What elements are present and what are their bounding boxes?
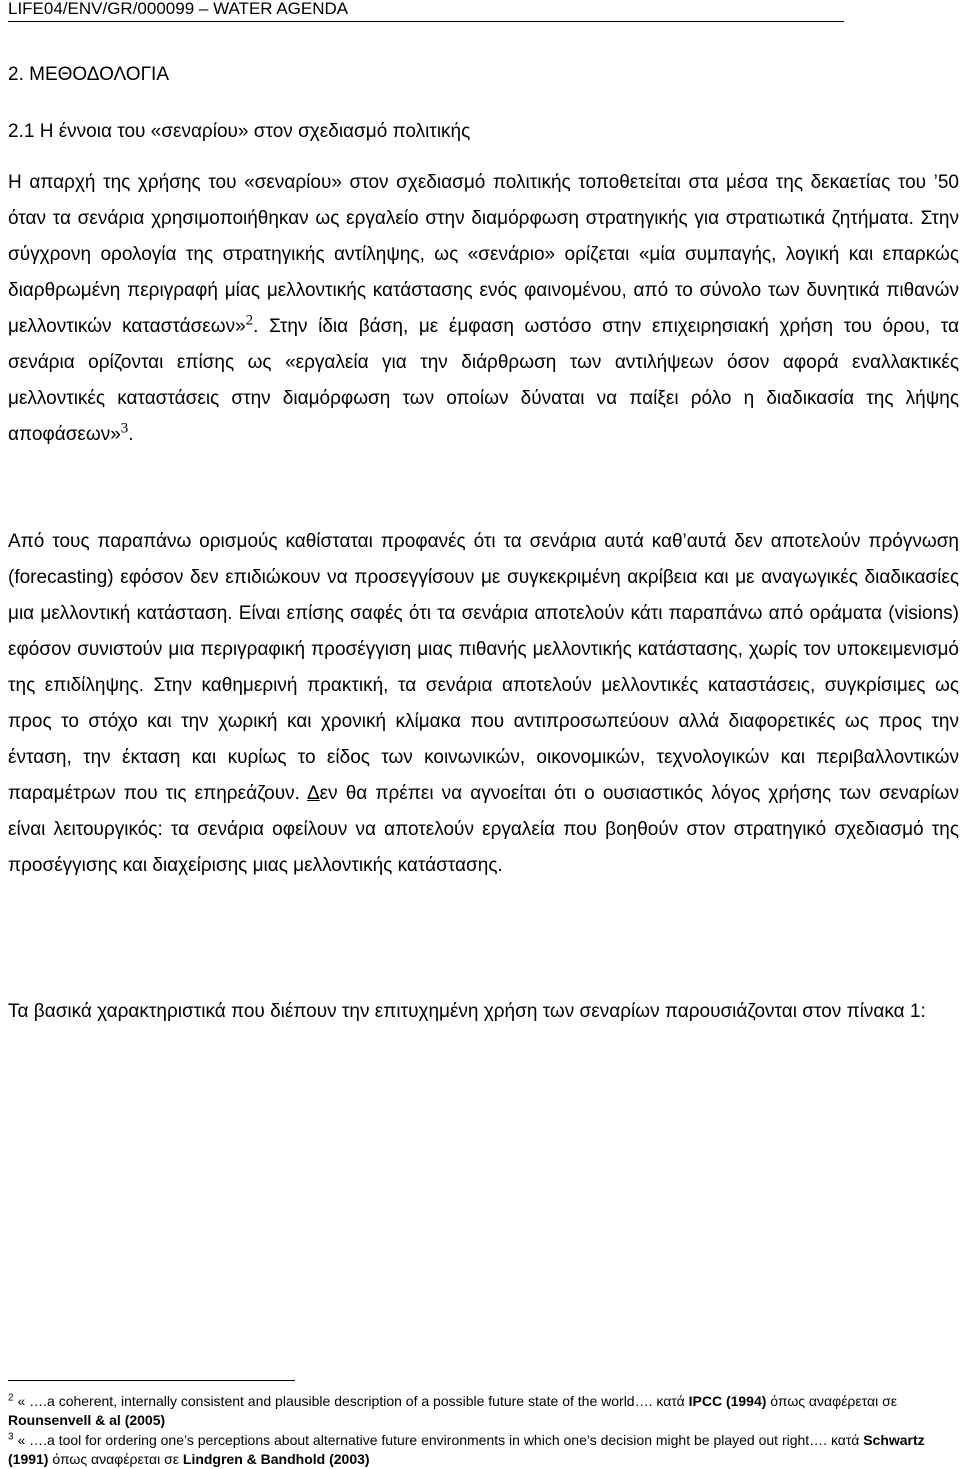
- subsection-title: 2.1 Η έννοια του «σεναρίου» στον σχεδιασμό πολιτικής: [8, 121, 471, 142]
- footnote-2-text-b: όπως αναφέρεται σε: [766, 1393, 897, 1409]
- paragraph-3-text: Τα βασικά χαρακτηριστικά που διέπουν την επιτυχημένη χρήση των σεναρίων παρουσιάζονται στον πίνακα 1:: [8, 1001, 926, 1022]
- footnote-2-text-a: « ….a coherent, internally consistent and plausible description of a possible future state of the world…. κατά: [13, 1393, 689, 1409]
- paragraph-2-underlined-letter: Δ: [306, 783, 320, 804]
- footnote-3-source-a: Schwartz (1991): [8, 1432, 925, 1467]
- paragraph-1-text-c: .: [128, 424, 134, 445]
- paragraph-2: [8, 524, 959, 884]
- paragraph-3: [8, 994, 959, 1030]
- paragraph-1: [8, 165, 959, 453]
- footnote-3-text-a: « ….a tool for ordering one’s perceptions about alternative future environments in which one’s decision might be played out right…. κατά: [13, 1432, 864, 1448]
- header-text: LIFE04/ENV/GR/000099 – WATER AGENDA: [8, 0, 349, 18]
- footnote-2: [8, 1392, 948, 1430]
- footnote-2-number: 2: [8, 1392, 14, 1404]
- footnote-2-source-a: IPCC (1994): [688, 1393, 767, 1409]
- footnote-ref-2[interactable]: 2: [245, 312, 254, 329]
- footnote-3-source-b: Lindgren & Bandhold (2003): [182, 1451, 370, 1467]
- paragraph-2-text-a: Από τους παραπάνω ορισμούς καθίσταται προφανές ότι τα σενάρια αυτά καθ’αυτά δεν αποτελούν πρόγνωση (forecasting) εφόσον δεν επιδιώκουν να προσεγγίσουν με συγκεκριμένη ακρίβεια και με αναγωγικές διαδικασίες μια μελλοντική κατάσταση. Είναι επίσης σαφές ότι τα σενάρια αποτελούν κάτι παραπάνω από οράματα (visions) εφόσον συνιστούν μια περιγραφική προσέγγιση μιας πιθανής μελλοντικής κατάστασης, χωρίς τον υποκειμενισμό της επιδίληψης. Στην καθημερινή πρακτική, τα σενάρια αποτελούν μελλοντικές καταστάσεις, συγκρίσιμες ως προς το στόχο και την χωρική και χρονική κλίμακα που αντιπροσωπεύουν αλλά διαφορετικές ως προς την ένταση, την έκταση και κυρίως το είδος των κοινωνικών, οικονομικών, τεχνολογικών και περιβαλλοντικών παραμέτρων που τις επηρεάζουν.: [8, 531, 959, 804]
- footnote-3-text-b: όπως αναφέρεται σε: [48, 1451, 183, 1467]
- page-header: [8, 0, 844, 22]
- paragraph-1-text-a: Η απαρχή της χρήσης του «σεναρίου» στον σχεδιασμό πολιτικής τοποθετείται στα μέσα της δεκαετίας του ’50 όταν τα σενάρια χρησιμοποιήθηκαν ως εργαλείο στην διαμόρφωση στρατηγικής για στρατιωτικά ζητήματα. Στην σύγχρονη ορολογία της στρατηγικής αντίληψης, ως «σενάριο» ορίζεται «μία συμπαγής, λογική και επαρκώς διαρθρωμένη περιγραφή μίας μελλοντικής κατάστασης ενός φαινομένου, από το σύνολο των δυνητικά πιθανών μελλοντικών καταστάσεων»: [8, 172, 959, 337]
- section-title: 2. ΜΕΘΟΔΟΛΟΓΙΑ: [8, 64, 169, 85]
- paragraph-2-text-b: εν θα πρέπει να αγνοείται ότι ο ουσιαστικός λόγος χρήσης των σεναρίων είναι λειτουργικός: τα σενάρια οφείλουν να αποτελούν εργαλεία που βοηθούν στον στρατηγικό σχεδιασμό της προσέγγισης και διαχείρισης μιας μελλοντικής κατάστασης.: [8, 783, 959, 876]
- footnote-3: [8, 1431, 948, 1469]
- footnote-2-source-b: Rounsenvell & al (2005): [8, 1412, 166, 1428]
- footnote-ref-3[interactable]: 3: [120, 420, 129, 437]
- footnote-separator: [8, 1380, 295, 1381]
- paragraph-1-text-b: . Στην ίδια βάση, με έμφαση ωστόσο στην επιχειρησιακή χρήση του όρου, τα σενάρια ορίζονται επίσης ως «εργαλεία για την διάρθρωση των αντιλήψεων όσον αφορά εναλλακτικές μελλοντικές καταστάσεις στην διαμόρφωση των οποίων δύναται να παίξει ρόλο η διαδικασία της λήψης αποφάσεων»: [8, 316, 959, 445]
- footnote-3-number: 3: [8, 1431, 14, 1443]
